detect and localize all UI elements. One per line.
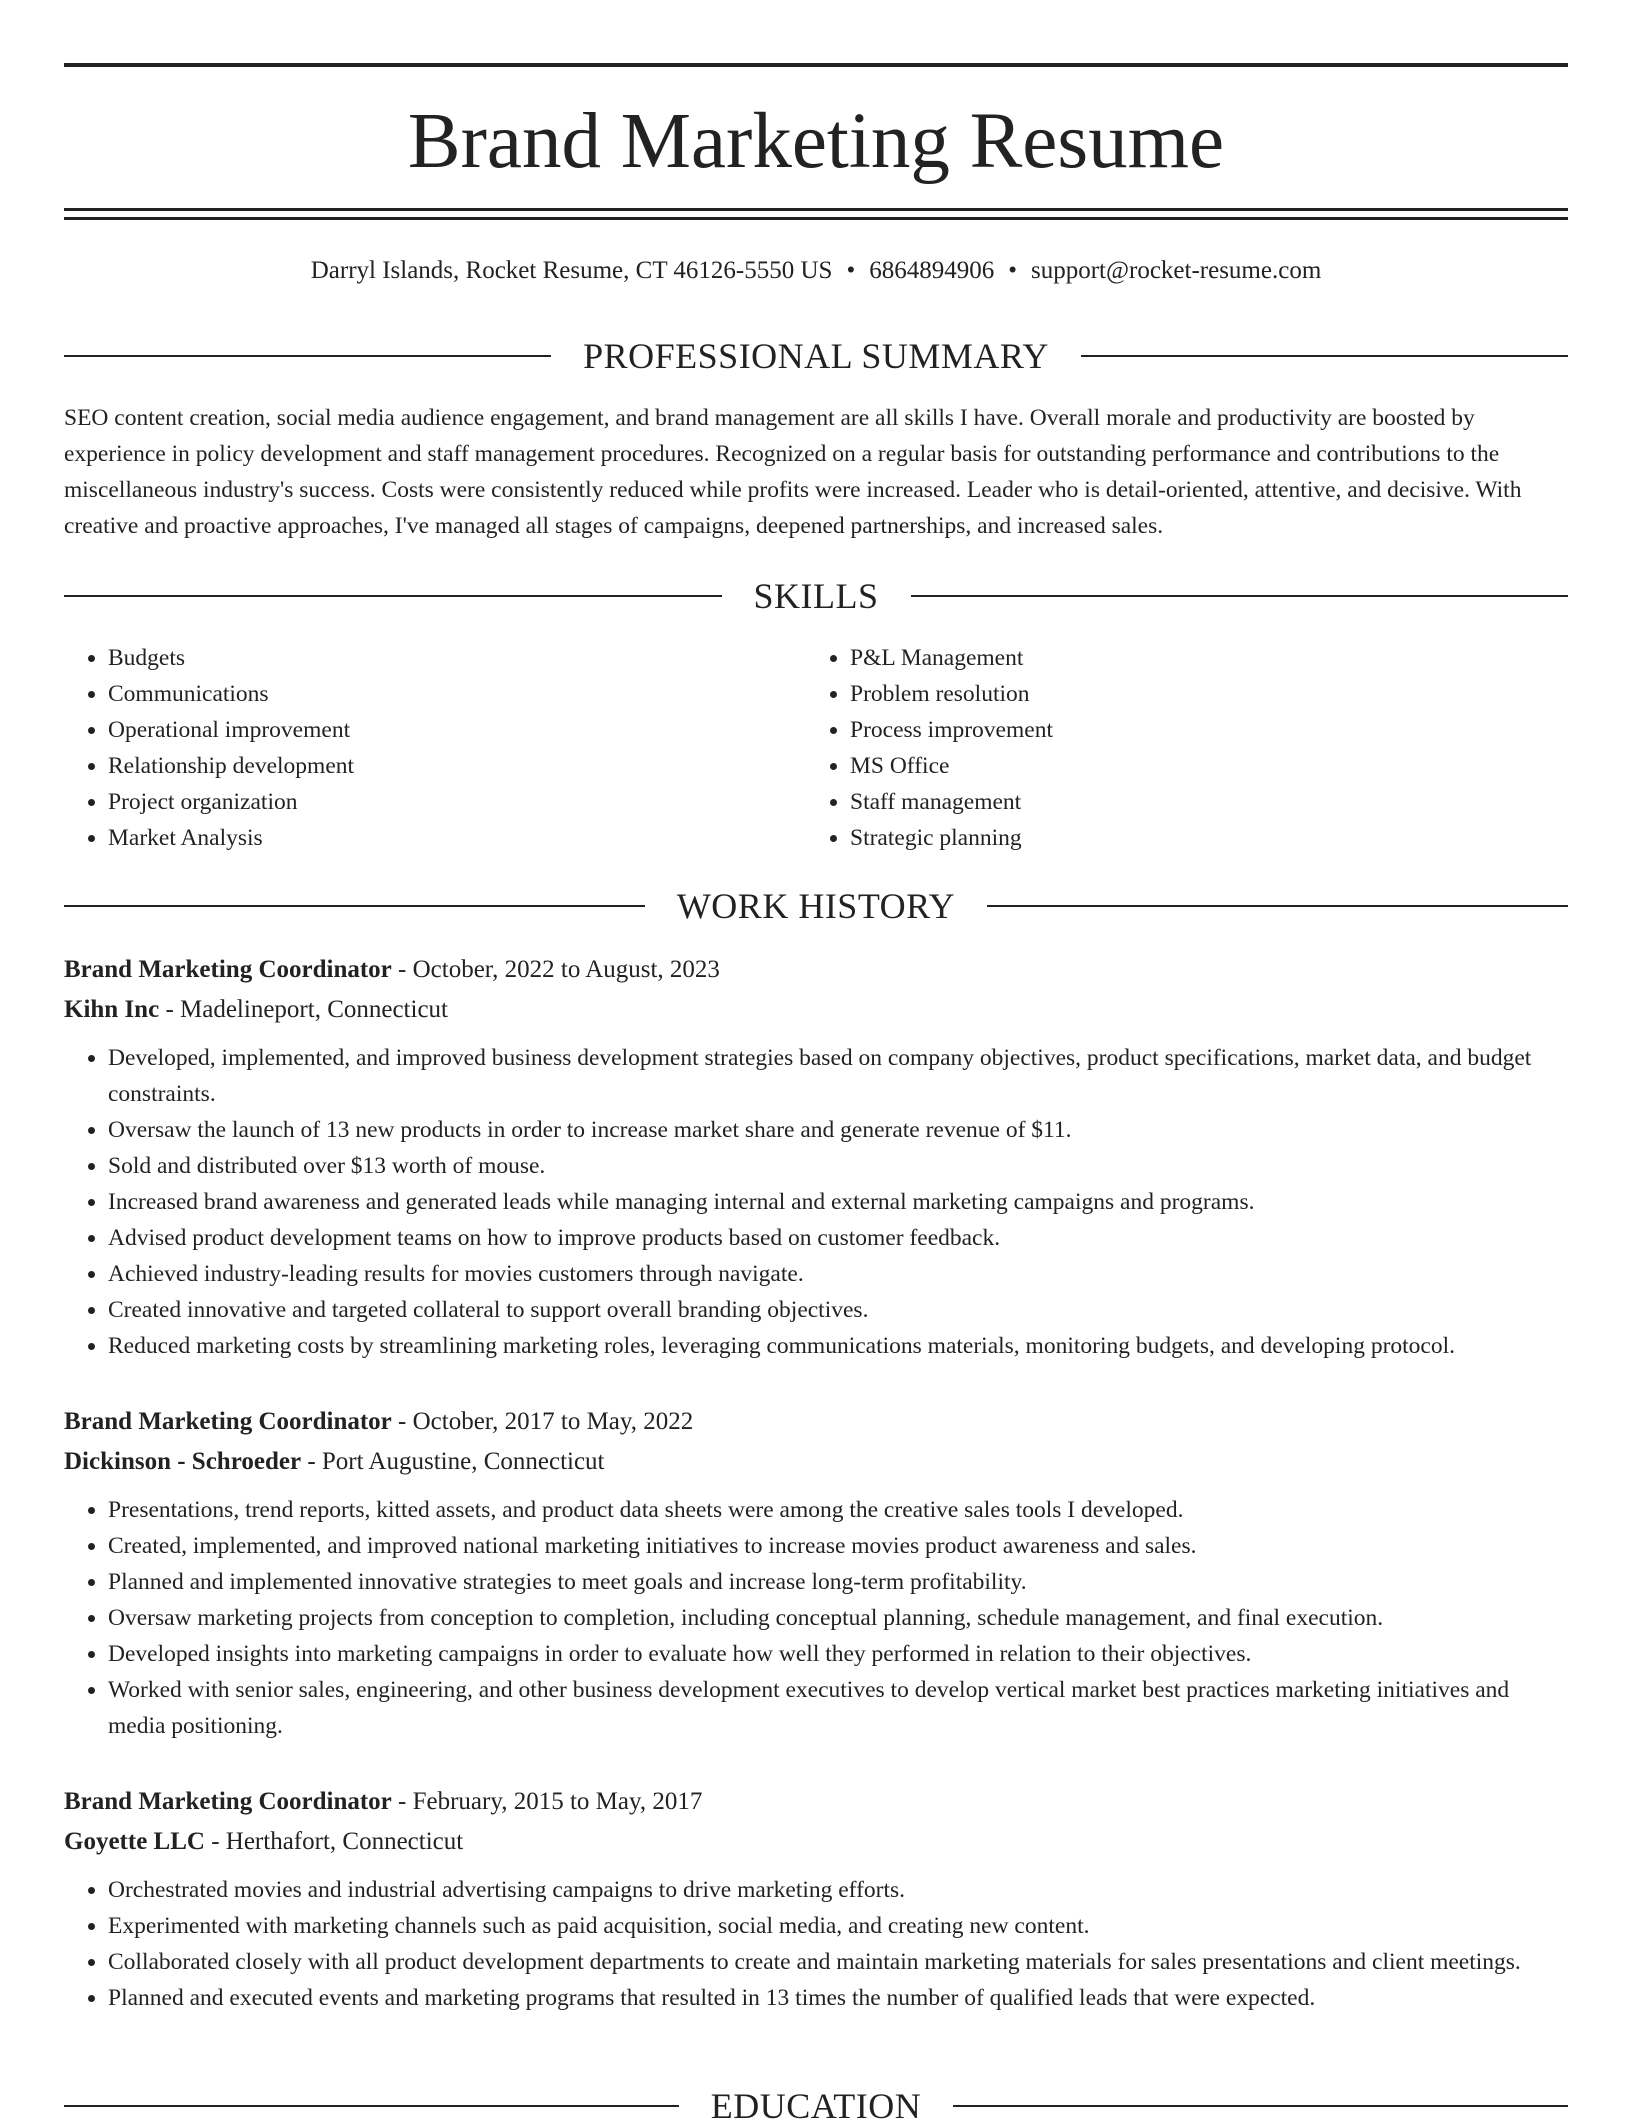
job-entry-3 (64, 1782, 1568, 2016)
section-header-work (64, 884, 1568, 928)
section-title-work: WORK HISTORY (676, 886, 956, 926)
job-bullet: • Advised product development teams on how to improve products based on customer feedback. (108, 1220, 1568, 1256)
top-rule (64, 63, 1568, 67)
page-title: Brand Marketing Resume (407, 98, 1225, 185)
divider (64, 355, 551, 357)
job-bullet: • Planned and executed events and marketing programs that resulted in 13 times the number of qualified leads that were expected. (108, 1980, 1568, 2016)
job-location: - Port Augustine, Connecticut (301, 1448, 605, 1475)
skills-column-left (64, 640, 806, 856)
skill-item: • P&L Management (850, 640, 1548, 676)
job-title-line (64, 1782, 1568, 1822)
section-title-skills: SKILLS (753, 576, 879, 616)
contact-separator: • (846, 257, 856, 284)
job-entry-2 (64, 1402, 1568, 1744)
job-title: Brand Marketing Coordinator (64, 1408, 392, 1435)
job-bullet: • Worked with senior sales, engineering, and other business development executives to develop vertical market best practices marketing initiatives and media positioning. (108, 1672, 1568, 1744)
job-company-line (64, 1442, 1568, 1482)
skills-column-right (806, 640, 1548, 856)
job-dates: - October, 2017 to May, 2022 (391, 1408, 694, 1435)
contact-address: Darryl Islands, Rocket Resume, CT 46126-5550 US (310, 257, 833, 284)
contact-email: support@rocket-resume.com (1030, 257, 1322, 284)
job-bullet: • Sold and distributed over $13 worth of mouse. (108, 1148, 1568, 1184)
job-company: Dickinson - Schroeder (64, 1448, 302, 1475)
job-bullets (64, 1040, 1568, 1364)
divider (911, 595, 1569, 597)
job-bullets (64, 1492, 1568, 1744)
job-bullets (64, 1872, 1568, 2016)
skills-list (64, 640, 1568, 856)
skill-item: • MS Office (850, 748, 1548, 784)
divider (64, 2105, 679, 2107)
divider (953, 2105, 1568, 2107)
job-bullet: • Increased brand awareness and generated leads while managing internal and external marketing campaigns and programs. (108, 1184, 1568, 1220)
job-dates: - February, 2015 to May, 2017 (391, 1788, 703, 1815)
contact-separator: • (1008, 257, 1017, 284)
job-location: - Madelineport, Connecticut (159, 996, 448, 1023)
skill-item: • Process improvement (850, 712, 1548, 748)
skill-item: • Project organization (108, 784, 806, 820)
skill-item: • Budgets (108, 640, 806, 676)
job-title: Brand Marketing Coordinator (64, 1788, 392, 1815)
job-title: Brand Marketing Coordinator (64, 956, 392, 983)
job-bullet: • Achieved industry-leading results for movies customers through navigate. (108, 1256, 1568, 1292)
job-location: - Herthafort, Connecticut (204, 1828, 464, 1855)
contact-line (64, 254, 1568, 288)
job-bullet: • Planned and implemented innovative strategies to meet goals and increase long-term profitability. (108, 1564, 1568, 1600)
job-dates: - October, 2022 to August, 2023 (391, 956, 720, 983)
section-header-skills (64, 574, 1568, 618)
job-bullet: • Presentations, trend reports, kitted assets, and product data sheets were among the creative sales tools I developed. (108, 1492, 1568, 1528)
job-title-line (64, 950, 1568, 990)
section-header-education (64, 2084, 1568, 2128)
job-title-line (64, 1402, 1568, 1442)
job-bullet: • Developed insights into marketing campaigns in order to evaluate how well they performed in relation to their objectives. (108, 1636, 1568, 1672)
divider (987, 905, 1568, 907)
job-company: Kihn Inc (64, 996, 160, 1023)
job-bullet: • Oversaw the launch of 13 new products in order to increase market share and generate revenue of $11. (108, 1112, 1568, 1148)
divider (1081, 355, 1568, 357)
job-bullet: • Created innovative and targeted collateral to support overall branding objectives. (108, 1292, 1568, 1328)
job-bullet: • Reduced marketing costs by streamlining marketing roles, leveraging communications materials, monitoring budgets, and developing protocol. (108, 1328, 1568, 1364)
job-bullet: • Created, implemented, and improved national marketing initiatives to increase movies product awareness and sales. (108, 1528, 1568, 1564)
skill-item: • Market Analysis (108, 820, 806, 856)
title-double-rule (64, 208, 1568, 220)
skill-item: • Problem resolution (850, 676, 1548, 712)
job-bullet: • Orchestrated movies and industrial advertising campaigns to drive marketing efforts. (108, 1872, 1568, 1908)
job-entry-1 (64, 950, 1568, 1364)
divider (64, 905, 645, 907)
job-company: Goyette LLC (64, 1828, 205, 1855)
job-bullet: • Experimented with marketing channels such as paid acquisition, social media, and creating new content. (108, 1908, 1568, 1944)
section-header-summary (64, 334, 1568, 378)
job-company-line (64, 1822, 1568, 1862)
skill-item: • Operational improvement (108, 712, 806, 748)
contact-phone: 6864894906 (869, 257, 995, 284)
job-company-line (64, 990, 1568, 1030)
section-title-summary: PROFESSIONAL SUMMARY (583, 336, 1049, 376)
job-bullet: • Developed, implemented, and improved business development strategies based on company objectives, product specifications, market data, and budget constraints. (108, 1040, 1568, 1112)
skill-item: • Staff management (850, 784, 1548, 820)
summary-text: SEO content creation, social media audience engagement, and brand management are all skills I have. Overall morale and productivity are boosted by experience in policy development and staff management procedures. Recognized on a regular basis for outstanding performance and contributions to the miscellaneous industry's success. Costs were consistently reduced while profits were increased. Leader who is detail-oriented, attentive, and decisive. With creative and proactive approaches, I've managed all stages of campaigns, deepened partnerships, and increased sales. (64, 405, 1522, 539)
skill-item: • Relationship development (108, 748, 806, 784)
skill-item: • Communications (108, 676, 806, 712)
job-bullet: • Collaborated closely with all product development departments to create and maintain marketing materials for sales presentations and client meetings. (108, 1944, 1568, 1980)
job-bullet: • Oversaw marketing projects from conception to completion, including conceptual planning, schedule management, and final execution. (108, 1600, 1568, 1636)
section-title-education: EDUCATION (710, 2086, 922, 2126)
skill-item: • Strategic planning (850, 820, 1548, 856)
divider (64, 595, 722, 597)
